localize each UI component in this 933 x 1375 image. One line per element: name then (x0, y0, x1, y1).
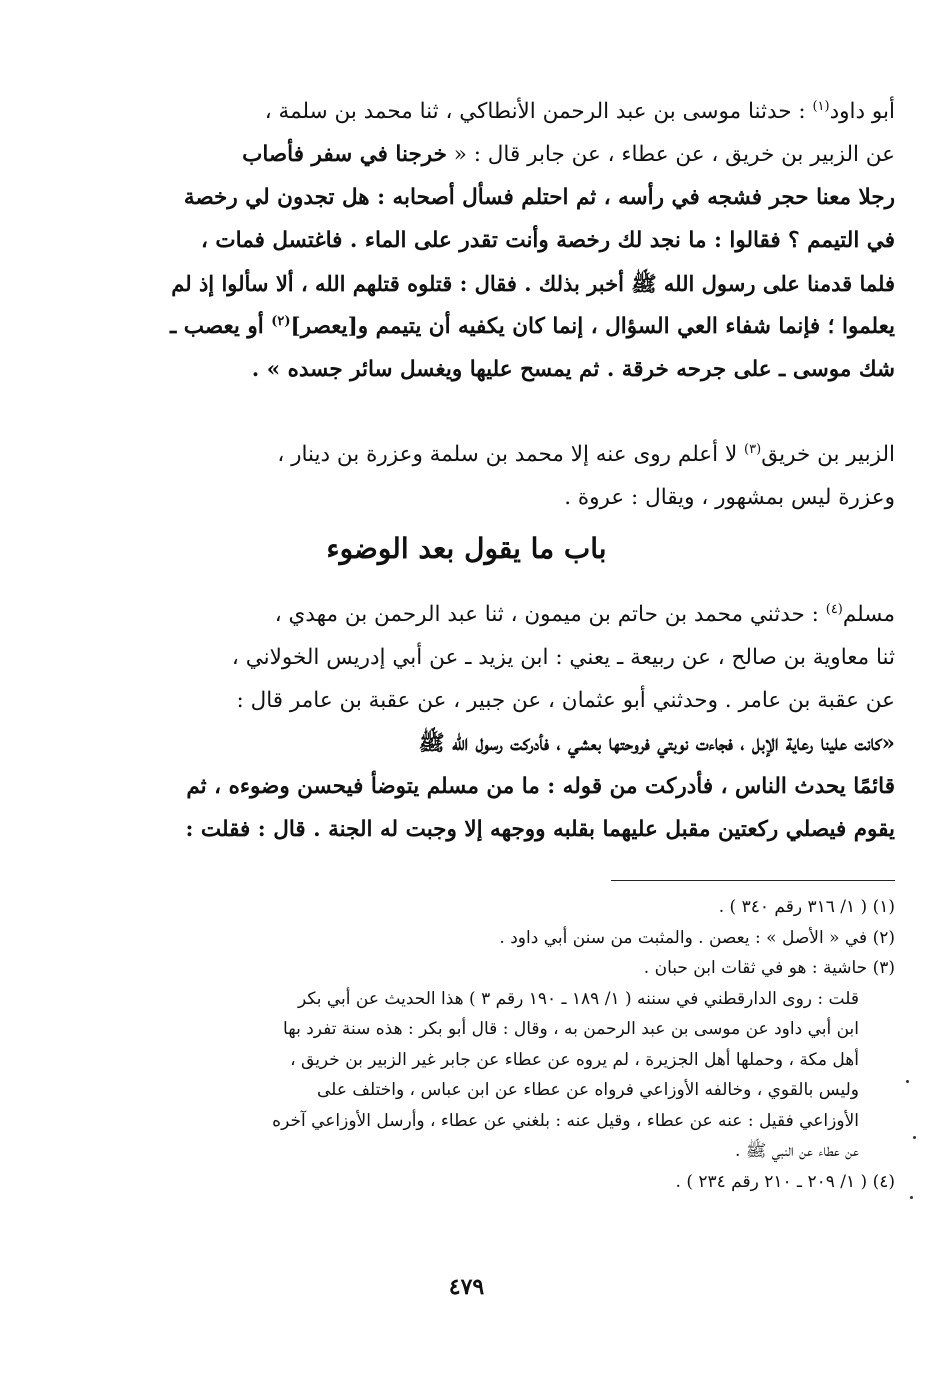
footnote-ref: (٤) (825, 601, 843, 617)
narrator-note (155, 433, 895, 519)
text-line: وعزرة ليس بمشهور ، ويقال : عروة . (564, 485, 895, 510)
footnote-line: الأوزاعي فقيل : عنه عن عطاء ، وقيل عنه : بلغني عن عطاء ، وأرسل الأوزاعي آخره (272, 1110, 859, 1131)
text-line (155, 593, 895, 636)
hadith-muslim (155, 593, 895, 851)
matn-line: في التيمم ؟ فقالوا : ما نجد لك رخصة وأنت تقدر على الماء . فاغتسل فمات ، (200, 228, 895, 253)
footnote-ref: (١) (812, 98, 830, 114)
footnote-2: (٢) في « الأصل » : يعصن . والمثبت من سنن أبي داود . (499, 927, 895, 948)
footnote-line: ابن أبي داود عن موسى بن عبد الرحمن به ، وقال : قال أبو بكر : هذه سنة تفرد بها (283, 1019, 859, 1039)
scan-speck (906, 1080, 909, 1083)
matn-line: رجلا معنا حجر فشجه في رأسه ، ثم احتلم فسأل أصحابه : هل تجدون لي رخصة (183, 185, 895, 210)
footnote-divider (611, 880, 895, 881)
scan-speck (910, 1196, 913, 1199)
matn-line: «كانت علينا رعاية الإبل ، فجاءت نوبتي فروحتها بعشي ، فأدركت رسول الله ﷺ (418, 731, 895, 756)
matn-text: خرجنا في سفر فأصاب (242, 142, 447, 167)
footnote-line: أهل مكة ، وحملها أهل الجزيرة ، لم يروه عن عطاء عن جابر غير الزبير بن خريق ، (290, 1049, 859, 1070)
footnote-1: (١) ( ١/ ٣١٦ رقم ٣٤٠ ) . (718, 897, 895, 917)
footnote-ref: (٢) (271, 313, 291, 329)
text-line: ثنا معاوية بن صالح ، عن ربيعة ـ يعني : ابن يزيد ـ عن أبي إدريس الخولاني ، (231, 645, 895, 670)
scan-speck (913, 1136, 916, 1139)
narrator-name: الزبير بن خريق (761, 442, 895, 467)
isnad-text: : حدثني محمد بن حاتم بن ميمون ، ثنا عبد الرحمن بن مهدي ، (274, 602, 826, 627)
matn-text: أو يعصب ـ (170, 314, 272, 339)
footnote-line: قلت : روى الدارقطني في سننه ( ١/ ١٨٩ ـ ١٩٠ رقم ٣ ) هذا الحديث عن أبي بكر (297, 988, 859, 1009)
text-line (155, 90, 895, 133)
source-name: مسلم (842, 602, 895, 627)
matn-line (155, 305, 895, 348)
footnote-3: (٣) حاشية : هو في ثقات ابن حبان . (643, 958, 895, 978)
matn-text: يعلموا ؛ فإنما شفاء العي السؤال ، إنما كان يكفيه أن يتيمم و[يعصر] (290, 314, 895, 339)
matn-line: يقوم فيصلي ركعتين مقبل عليهما بقلبه ووجهه إلا وجبت له الجنة . قال : فقلت : (185, 817, 895, 842)
text-line: عن عقبة بن عامر . وحدثني أبو عثمان ، عن جبير ، عن عقبة بن عامر قال : (236, 688, 895, 713)
footnote-line: وليس بالقوي ، وخالفه الأوزاعي فرواه عن عطاء عن ابن عباس ، واختلف على (317, 1080, 859, 1100)
text-line (155, 133, 895, 176)
footnote-3-comment (155, 984, 895, 1167)
source-name: أبو داود (829, 99, 895, 124)
text-line (155, 433, 895, 476)
matn-line: قائمًا يحدث الناس ، فأدركت من قوله : ما من مسلم يتوضأ فيحسن وضوءه ، ثم (186, 774, 895, 799)
page-number: ٤٧٩ (448, 1274, 485, 1300)
matn-line: فلما قدمنا على رسول الله ﷺ أخبر بذلك . فقال : قتلوه قتلهم الله ، ألا سألوا إذ لم (171, 271, 895, 296)
footnote-ref: (٣) (744, 441, 762, 457)
footnote-4: (٤) ( ١/ ٢٠٩ ـ ٢١٠ رقم ٢٣٤ ) . (675, 1171, 895, 1192)
chapter-heading: باب ما يقول بعد الوضوء (326, 532, 607, 565)
footnotes (155, 892, 895, 1197)
isnad-text: : حدثنا موسى بن عبد الرحمن الأنطاكي ، ثنا محمد بن سلمة ، (264, 99, 813, 124)
hadith-abu-dawud (155, 90, 895, 391)
footnote-line: عن عطاء عن النبي ﷺ . (735, 1141, 859, 1161)
note-text: لا أعلم روى عنه إلا محمد بن سلمة وعزرة بن دينار ، (277, 442, 745, 467)
matn-line: شك موسى ـ على جرحه خرقة . ثم يمسح عليها ويغسل سائر جسده » . (251, 357, 895, 382)
isnad-text: عن الزبير بن خريق ، عن عطاء ، عن جابر قال : « (446, 142, 895, 167)
